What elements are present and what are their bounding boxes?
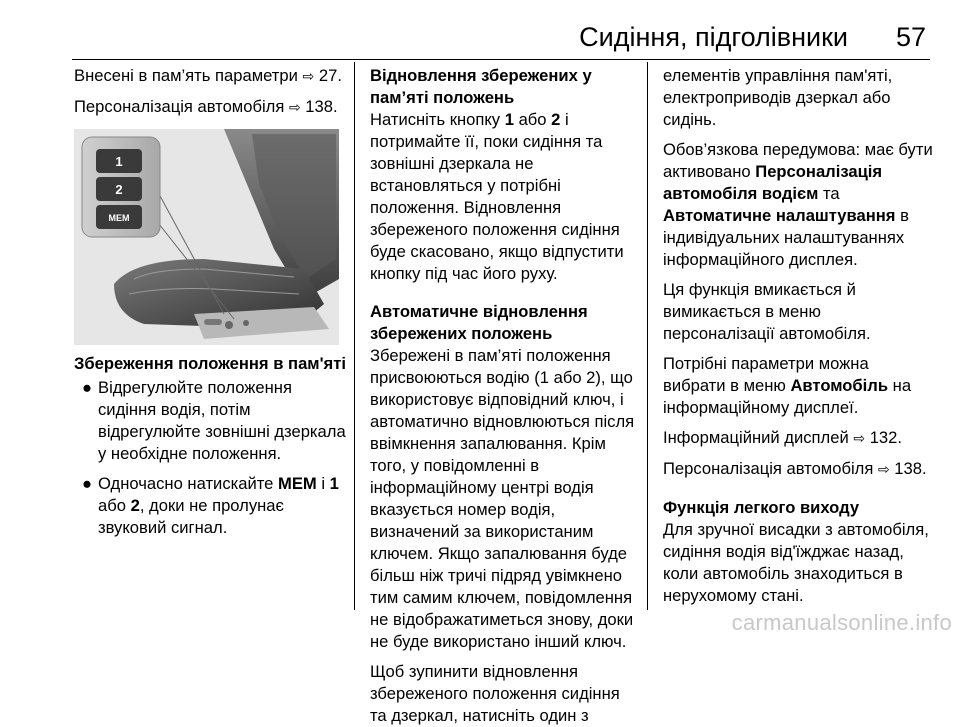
button-1-label: 1	[115, 154, 123, 169]
reference-arrow-icon: ⇨	[288, 100, 301, 116]
section-heading-auto-restore: Автоматичне відновлення збережених положень	[370, 302, 588, 343]
page-number: 57	[895, 22, 926, 52]
seat-memory-illustration	[74, 129, 339, 345]
column-divider-1	[354, 62, 355, 610]
paragraph-restore: Натисніть кнопку 1 або 2 і потримайте її, поки сидіння та зовнішні дзеркала не встановляться у потрібні положення. Відновлення збереженого положення сидіння буде скасовано, якщо відпустити кнопку під час його руху.	[370, 110, 624, 283]
link-page-132[interactable]: 132.	[869, 428, 902, 447]
section-heading-easy-exit: Функція легкого виходу	[663, 498, 860, 517]
personalization-ref: Персоналізація автомобіля ⇨ 138.	[74, 97, 338, 116]
paragraph-continued: елементів управління пам'яті, електроприводів дзеркал або сидінь.	[663, 66, 893, 129]
button-2-label: 2	[115, 182, 123, 197]
bullet-icon: ●	[81, 378, 93, 397]
column-2	[370, 65, 640, 727]
paragraph-easy-exit: Для зручної висадки з автомобіля, сидіння водія від'їжджає назад, коли автомобіль знаходиться в нерухомому стані.	[663, 520, 929, 605]
info-display-ref: Інформаційний дисплей ⇨ 132.	[663, 428, 902, 447]
column-divider-2	[647, 62, 648, 610]
page-title: Сидіння, підголівники	[579, 22, 848, 52]
header-rule	[72, 59, 930, 60]
paragraph-prerequisite: Обов’язкова передумова: має бути активовано Персоналізація автомобіля водієм та Автоматичне налаштування в індивідуальних налаштуваннях інформаційного дисплея.	[663, 140, 933, 269]
watermark: carmanualsonline.info	[731, 610, 952, 635]
column-3	[663, 65, 933, 607]
reference-arrow-icon: ⇨	[302, 69, 315, 85]
section-heading-restore: Відновлення збережених у пам’яті положень	[370, 66, 592, 107]
link-page-138-2[interactable]: 138.	[894, 459, 927, 478]
link-page-27[interactable]: 27.	[318, 66, 342, 85]
reference-arrow-icon: ⇨	[853, 431, 866, 447]
bullet-icon: ●	[81, 474, 93, 493]
section-heading-memory-save: Збереження положення в пам'яті	[74, 354, 346, 373]
list-item: ● Одночасно натискайте MEM і 1 або 2, доки не пролунає звуковий сигнал.	[74, 473, 346, 539]
list-item: ● Відрегулюйте положення сидіння водія, потім відрегулюйте зовнішні дзеркала у необхідне положення.	[74, 377, 346, 465]
column-1	[74, 65, 346, 539]
button-mem-label: MEM	[108, 213, 130, 223]
personalization-ref-2: Персоналізація автомобіля ⇨ 138.	[663, 459, 927, 478]
page-header	[0, 0, 960, 60]
link-page-138[interactable]: 138.	[305, 97, 338, 116]
paragraph-toggle: Ця функція вмикається й вимикається в меню персоналізації автомобіля.	[663, 280, 871, 343]
memory-settings-ref: Внесені в пам’ять параметри ⇨ 27.	[74, 66, 342, 85]
reference-arrow-icon: ⇨	[877, 462, 890, 478]
paragraph-auto-restore: Збережені в пам’яті положення присвоюються водію (1 або 2), що використовує відповідний ключ, і автоматично відновлюються після ввімкнення запалювання. Крім того, у повідомленні в інформаційному центрі водія вказується номер водія, визначений за використаним ключем. Якщо запалювання буде більш ніж тричі підряд увімкнено тим самим ключем, повідомлення не відображатиметься знову, доки не буде використано інший ключ.	[370, 346, 635, 651]
paragraph-stop-restore: Щоб зупинити відновлення збереженого положення сидіння та дзеркал, натисніть один з	[370, 662, 620, 725]
paragraph-menu: Потрібні параметри можна вибрати в меню Автомобіль на інформаційному дисплеї.	[663, 354, 912, 417]
